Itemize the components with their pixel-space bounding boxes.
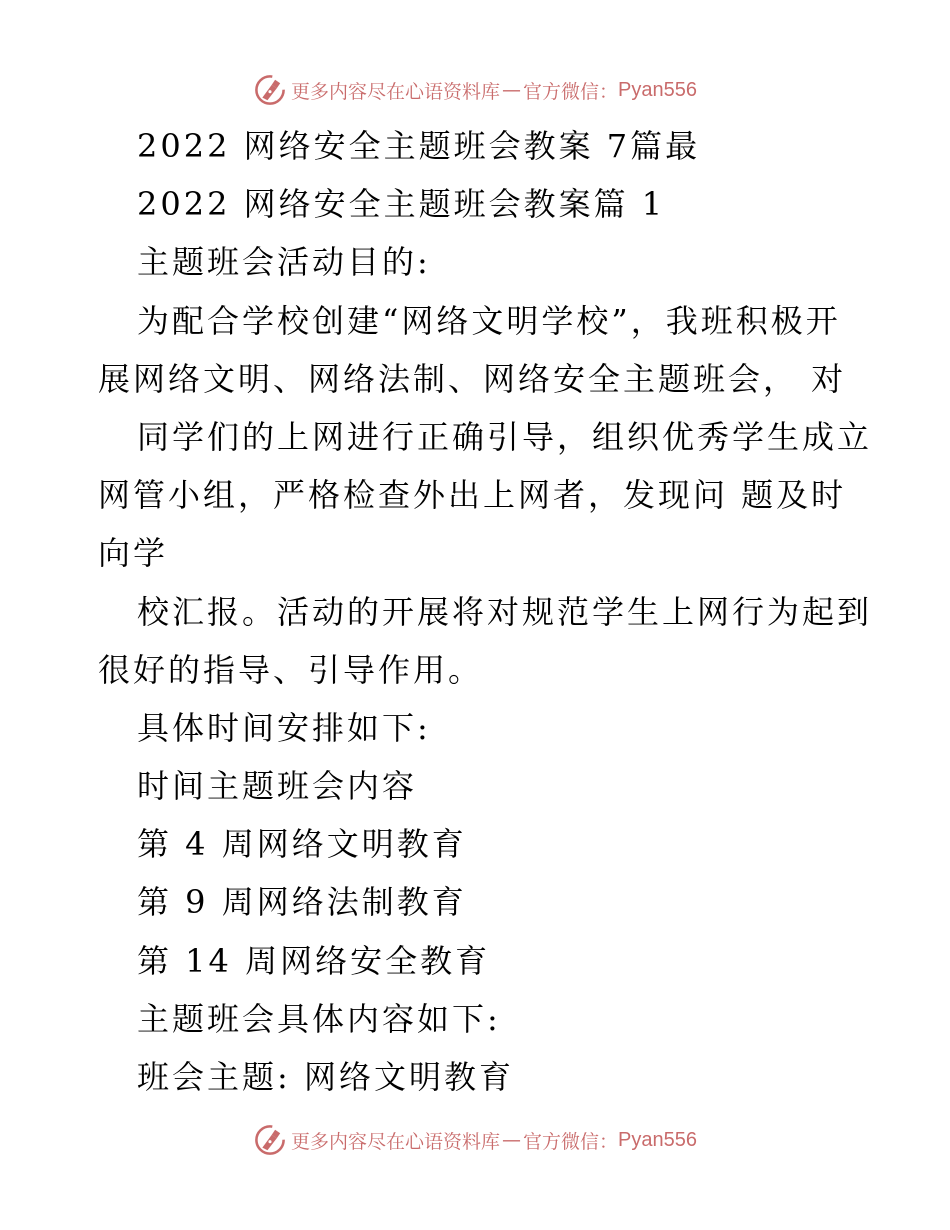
watermark-header (0, 70, 950, 110)
doc-line: 向学 (98, 534, 169, 573)
watermark-label: 官方微信： (523, 1130, 619, 1153)
doc-line: 展网络文明、网络法制、网络安全主题班会， 对 (98, 359, 847, 398)
doc-line: 第 14 周网络安全教育 (137, 941, 491, 980)
watermark-id: Pyan556 (618, 78, 697, 101)
watermark-separator: — (502, 79, 522, 101)
doc-line: 班会主题: 网络文明教育 (137, 1058, 514, 1096)
doc-line: 网管小组，严格检查外出上网者，发现问 题及时 (98, 476, 847, 515)
pen-nib-logo-icon (253, 1123, 287, 1157)
doc-title: 2022 网络安全主题班会教案 7篇最 (137, 127, 701, 165)
watermark-id: Pyan556 (618, 1128, 697, 1151)
document-body (0, 117, 950, 1106)
watermark-separator: — (502, 1129, 522, 1151)
doc-line: 第 4 周网络文明教育 (137, 825, 467, 864)
watermark-label: 官方微信： (523, 80, 619, 103)
doc-line: 主题班会活动目的: (137, 243, 431, 282)
doc-line: 时间主题班会内容 (137, 767, 418, 806)
doc-line: 为配合学校创建“网络文明学校”，我班积极开 (137, 301, 841, 340)
watermark-text: 更多内容尽在心语资料库 (291, 80, 501, 103)
doc-line: 第 9 周网络法制教育 (137, 883, 467, 922)
doc-line: 很好的指导、引导作用。 (98, 650, 484, 689)
doc-line: 具体时间安排如下: (137, 708, 431, 747)
pen-nib-logo-icon (253, 73, 287, 107)
watermark-footer (0, 1120, 950, 1160)
doc-line: 主题班会具体内容如下: (137, 999, 501, 1038)
watermark-text: 更多内容尽在心语资料库 (291, 1130, 501, 1153)
doc-line: 校汇报。活动的开展将对规范学生上网行为起到 (137, 592, 873, 631)
doc-line: 同学们的上网进行正确引导，组织优秀学生成立 (137, 417, 873, 456)
doc-subtitle: 2022 网络安全主题班会教案篇 1 (137, 185, 666, 224)
